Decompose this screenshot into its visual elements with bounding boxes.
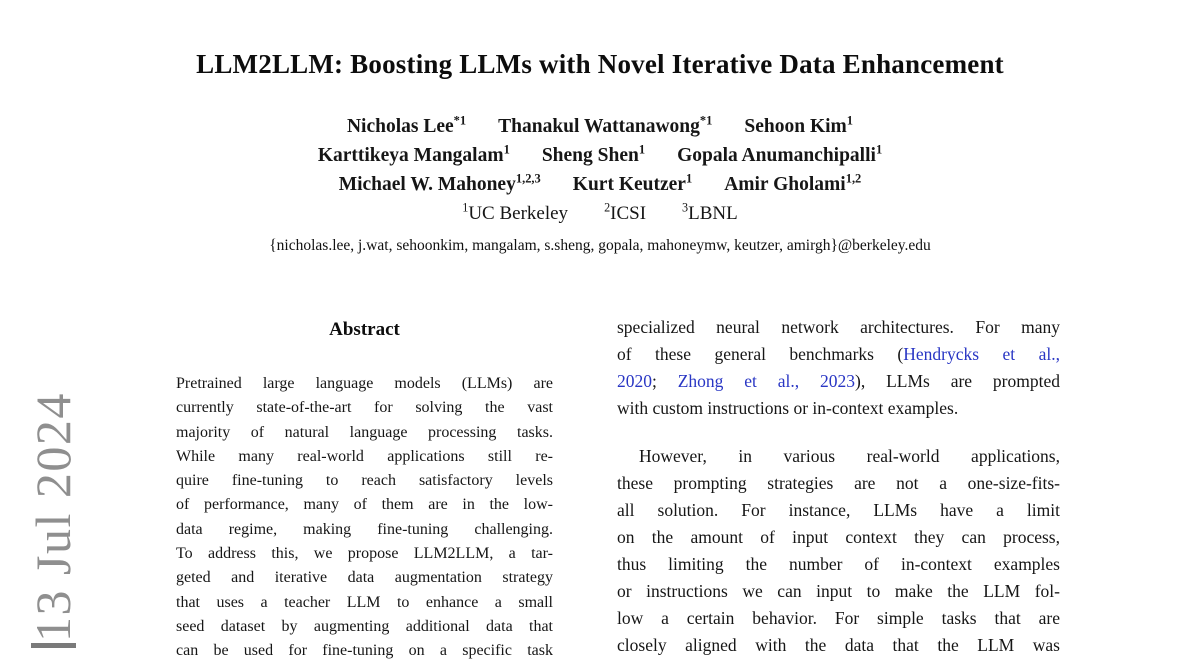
text-line: quire fine-tuning to reach satisfactory levels bbox=[176, 472, 553, 490]
author-line bbox=[0, 112, 1200, 141]
text-line bbox=[617, 605, 1060, 632]
abstract-column bbox=[176, 318, 553, 664]
author-name: Nicholas Lee$^{*1}$ bbox=[346, 113, 467, 137]
text-line bbox=[617, 470, 1060, 497]
text-line bbox=[617, 524, 1060, 551]
text-line: geted and iterative data augmentation strategy bbox=[176, 569, 553, 587]
abstract-text bbox=[176, 372, 553, 664]
author-name: Sheng Shen$^1$ bbox=[541, 142, 646, 166]
author-name: Kurt Keutzer$^1$ bbox=[572, 171, 693, 195]
affiliation: $^2$ICSI bbox=[604, 200, 647, 224]
text-line: of performance, many of them are in the low- bbox=[176, 496, 553, 514]
text-line bbox=[617, 395, 1060, 422]
author-name: Sehoon Kim$^1$ bbox=[744, 113, 854, 137]
text-segment: these prompting strategies are not a one-size-fits- bbox=[617, 473, 1060, 493]
paper-title: LLM2LLM: Boosting LLMs with Novel Iterative Data Enhancement bbox=[196, 49, 1004, 79]
text-segment: closely aligned with the data that the LLM was bbox=[617, 635, 1060, 655]
author-name: Karttikeya Mangalam$^1$ bbox=[317, 142, 510, 166]
text-line: data regime, making fine-tuning challenging. bbox=[176, 520, 553, 538]
citation-link[interactable]: 2020 bbox=[617, 371, 652, 391]
text-line: Pretrained large language models (LLMs) are bbox=[176, 375, 553, 392]
arxiv-stamp-clipped-glyph bbox=[31, 643, 76, 648]
author-line bbox=[0, 141, 1200, 170]
text-line: While many real-world applications still re- bbox=[176, 447, 553, 465]
text-segment: ), LLMs are prompted bbox=[855, 371, 1061, 391]
text-line bbox=[617, 314, 1060, 341]
text-line: To address this, we propose LLM2LLM, a tar- bbox=[176, 545, 553, 563]
text-segment: all solution. For instance, LLMs have a limit bbox=[617, 500, 1060, 520]
author-name: Thanakul Wattanawong$^{*1}$ bbox=[498, 113, 713, 137]
text-segment: However, in various real-world applications, bbox=[639, 446, 1060, 466]
author-name: Amir Gholami$^{1,2}$ bbox=[724, 171, 862, 195]
citation-link[interactable]: Hendrycks et al., bbox=[903, 344, 1060, 364]
text-line: seed dataset by augmenting additional data that bbox=[176, 617, 553, 635]
text-line bbox=[617, 497, 1060, 524]
affiliation-line bbox=[0, 199, 1200, 228]
body-paragraph bbox=[617, 443, 1060, 659]
text-segment: with custom instructions or in-context examples. bbox=[617, 398, 959, 418]
text-segment: ; bbox=[652, 371, 678, 391]
text-segment: or instructions we can input to make the LLM fol- bbox=[617, 581, 1060, 601]
text-segment: thus limiting the number of in-context examples bbox=[617, 554, 1060, 574]
body-paragraph bbox=[617, 314, 1060, 422]
text-line bbox=[617, 443, 1060, 470]
author-name: Gopala Anumanchipalli$^1$ bbox=[677, 142, 883, 166]
text-segment: on the amount of input context they can process, bbox=[617, 527, 1060, 547]
citation-link[interactable]: Zhong et al., 2023 bbox=[677, 371, 856, 391]
text-line: can be used for fine-tuning on a specific task bbox=[176, 642, 553, 660]
text-line bbox=[617, 341, 1060, 368]
text-line bbox=[617, 368, 1060, 395]
author-name: Michael W. Mahoney$^{1,2,3}$ bbox=[338, 171, 541, 195]
arxiv-date-stamp: 13 Jul 2024 bbox=[25, 392, 81, 642]
author-emails: {nicholas.lee, j.wat, sehoonkim, mangalam, s.sheng, gopala, mahoneymw, keutzer, amirgh}@berkeley.edu bbox=[269, 237, 931, 254]
text-line: currently state-of-the-art for solving the vast bbox=[176, 399, 553, 417]
text-segment: low a certain behavior. For simple tasks that are bbox=[617, 608, 1060, 628]
affiliation: $^1$UC Berkeley bbox=[462, 200, 569, 224]
text-segment: of these general benchmarks ( bbox=[617, 344, 904, 364]
text-line bbox=[617, 551, 1060, 578]
text-line: that uses a teacher LLM to enhance a small bbox=[176, 593, 553, 611]
abstract-heading: Abstract bbox=[329, 319, 400, 340]
author-line bbox=[0, 170, 1200, 199]
author-block bbox=[0, 112, 1200, 228]
text-line bbox=[617, 632, 1060, 659]
text-line bbox=[617, 578, 1060, 605]
body-column bbox=[617, 314, 1060, 659]
text-line: majority of natural language processing tasks. bbox=[176, 423, 553, 441]
affiliation: $^3$LBNL bbox=[682, 200, 738, 224]
text-segment: specialized neural network architectures. For many bbox=[617, 317, 1060, 337]
